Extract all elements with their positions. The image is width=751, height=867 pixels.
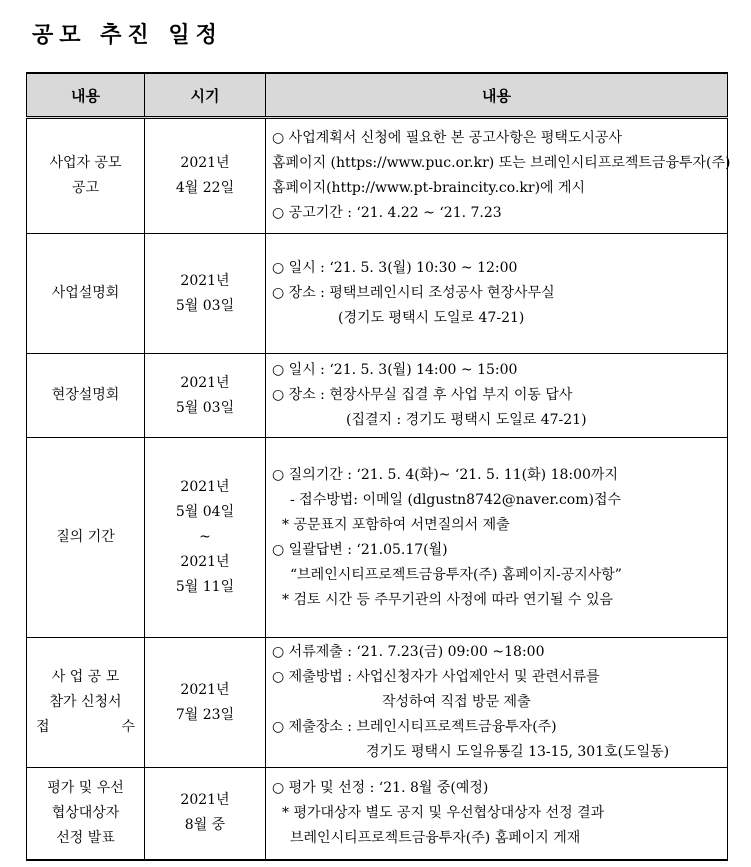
- label-line: 질의 기간: [56, 529, 115, 545]
- content-line: 작성하여 직접 방문 제출: [382, 694, 531, 710]
- content-line: ○ 제출장소 : 브레인시티프로젝트금융투자(주): [272, 719, 557, 735]
- label-part: 수: [121, 719, 135, 735]
- page-title: 공모 추진 일정: [32, 23, 223, 48]
- date-line: 2021년: [180, 681, 230, 698]
- date-line: 7월 23일: [175, 706, 235, 723]
- label-line: [28, 715, 143, 740]
- label-line: 사업자 공모: [49, 155, 122, 171]
- label-line: 공고: [71, 180, 100, 196]
- row-content: [266, 118, 731, 234]
- date-line: 5월 11일: [175, 579, 235, 595]
- content-line: ○ 평가 및 선정 : ‘21. 8월 중(예정): [272, 779, 489, 796]
- content-line: 홈페이지 (https://www.puc.or.kr) 또는 브레인시티프로젝트금융투자(주): [272, 155, 731, 171]
- table-row: [27, 438, 728, 638]
- content-line: 브레인시티프로젝트금융투자(주) 홈페이지 게재: [290, 829, 581, 846]
- date-line: 5월 04일: [175, 504, 235, 520]
- content-line: (집결지 : 경기도 평택시 도일로 47-21): [346, 412, 587, 428]
- row-content: [266, 354, 728, 438]
- date-line: 2021년: [180, 554, 230, 570]
- content-line: ○ 일시 : ‘21. 5. 3(월) 14:00 ~ 15:00: [272, 362, 518, 378]
- date-line: 5월 03일: [175, 297, 235, 314]
- table-row: [27, 234, 728, 354]
- row-date: [145, 354, 266, 438]
- label-line: 현장설명회: [51, 387, 120, 403]
- label-part: 접: [36, 719, 50, 735]
- row-label: [27, 234, 145, 354]
- content-line: * 검토 시간 등 주무기관의 사정에 따라 연기될 수 있음: [282, 591, 614, 608]
- date-line: ~: [199, 529, 211, 545]
- row-date: [145, 638, 266, 768]
- content-line: * 평가대상자 별도 공지 및 우선협상대상자 선정 결과: [282, 804, 605, 821]
- label-line: 선정 발표: [56, 829, 115, 846]
- row-label: [27, 438, 145, 638]
- row-label: [27, 638, 145, 768]
- header-content-2: 내용: [266, 73, 728, 118]
- content-line: ○ 서류제출 : ‘21. 7.23(금) 09:00 ~18:00: [272, 644, 545, 660]
- row-content: [266, 438, 728, 638]
- content-line: ○ 제출방법 : 사업신청자가 사업제안서 및 관련서류를: [272, 669, 600, 685]
- row-date: [145, 234, 266, 354]
- date-line: 8월 중: [184, 817, 226, 834]
- date-line: 2021년: [180, 272, 230, 289]
- label-line: 사 업 공 모: [51, 669, 120, 685]
- content-line: ○ 장소 : 현장사무실 집결 후 사업 부지 이동 답사: [272, 387, 573, 403]
- label-line: 사업설명회: [51, 285, 120, 301]
- date-line: 2021년: [180, 479, 230, 495]
- label-line: 평가 및 우선: [47, 779, 124, 796]
- content-line: (경기도 평택시 도일로 47-21): [338, 310, 525, 326]
- date-line: 4월 22일: [175, 180, 235, 196]
- date-line: 5월 03일: [175, 399, 235, 416]
- label-line: 참가 신청서: [49, 694, 122, 710]
- table-row: [27, 118, 728, 234]
- label-line: 협상대상자: [51, 804, 120, 821]
- table-row: [27, 638, 728, 768]
- header-period: 시기: [145, 73, 266, 118]
- date-line: 2021년: [180, 155, 230, 171]
- row-label: [27, 768, 145, 860]
- content-line: * 공문표지 포함하여 서면질의서 제출: [282, 516, 510, 533]
- content-line: ○ 질의기간 : ‘21. 5. 4(화)~ ‘21. 5. 11(화) 18:00까지: [272, 466, 618, 483]
- row-content: [266, 638, 728, 768]
- content-line: “브레인시티프로젝트금융투자(주) 홈페이지-공지사항”: [290, 566, 622, 583]
- date-line: 2021년: [180, 792, 230, 809]
- row-date: [145, 118, 266, 234]
- content-line: ○ 장소 : 평택브레인시티 조성공사 현장사무실: [272, 285, 555, 301]
- content-line: 홈페이지(http://www.pt-braincity.co.kr)에 게시: [272, 180, 586, 196]
- content-line: ○ 일시 : ‘21. 5. 3(월) 10:30 ~ 12:00: [272, 260, 518, 276]
- table-row: [27, 768, 728, 860]
- row-label: [27, 354, 145, 438]
- header-content-1: 내용: [27, 73, 145, 118]
- date-line: 2021년: [180, 374, 230, 391]
- content-line: ○ 일괄답변 : ‘21.05.17(월): [272, 541, 448, 558]
- row-content: [266, 234, 728, 354]
- table-header-row: [27, 73, 728, 118]
- content-line: ○ 사업계획서 신청에 필요한 본 공고사항은 평택도시공사: [272, 130, 622, 146]
- row-label: [27, 118, 145, 234]
- content-line: - 접수방법: 이메일 (dlgustn8742@naver.com)접수: [290, 491, 622, 508]
- row-content: [266, 768, 728, 860]
- row-date: [145, 438, 266, 638]
- schedule-table: [26, 72, 731, 861]
- row-date: [145, 768, 266, 860]
- table-row: [27, 354, 728, 438]
- content-line: 경기도 평택시 도일유통길 13-15, 301호(도일동): [366, 744, 670, 760]
- content-line: ○ 공고기간 : ‘21. 4.22 ~ ‘21. 7.23: [272, 205, 502, 221]
